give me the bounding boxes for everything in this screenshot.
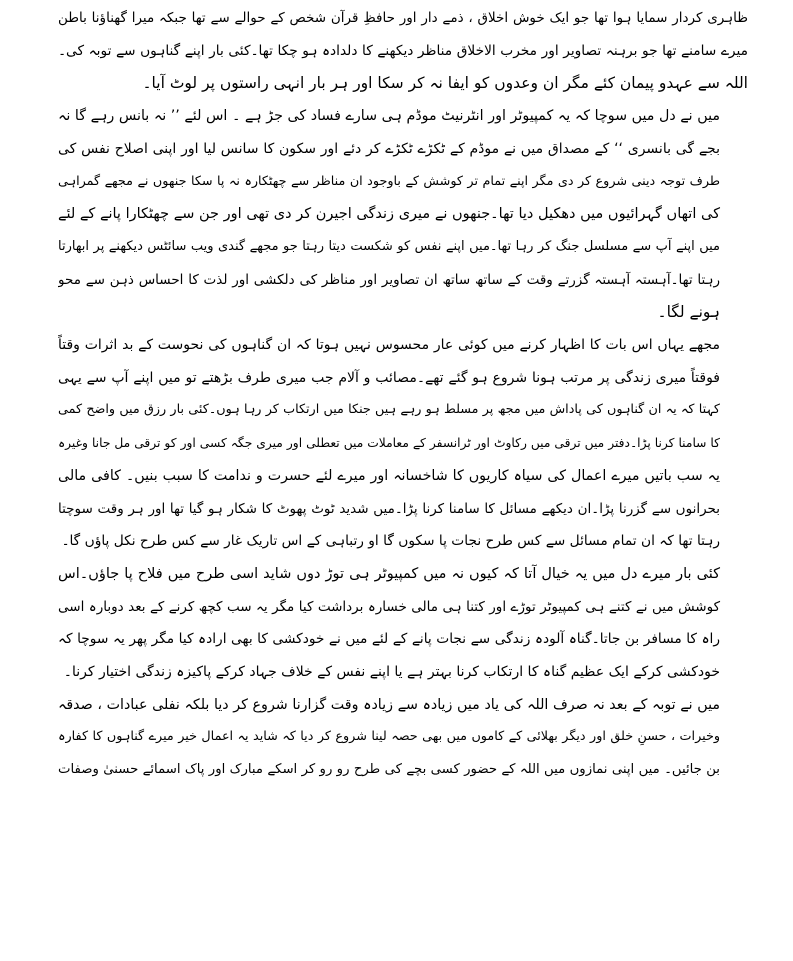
- text-line: میں اپنے آپ سے مسلسل جنگ کر رہا تھا۔میں اپنے نفس کو شکست دیتا رہتا جو مجھے گندی ویب سائٹس دیکھنے پر ابھارتا: [58, 238, 720, 254]
- text-line: کہتا کہ یہ ان گناہوں کی پاداش میں مجھ پر مسلط ہو رہے ہیں جنکا میں ارتکاب کر رہا ہوں۔کئی بار رزق میں واضح کمی: [58, 402, 720, 418]
- text-line: بن جائیں۔ میں اپنی نمازوں میں اللہ کے حضور کسی بچے کی طرح رو رو کر اسکے مبارک اور پاک اسمائے حسنیٰ وصفات: [58, 762, 720, 778]
- text-line: مجھے یہاں اس بات کا اظہار کرنے میں کوئی عار محسوس نہیں ہوتا کہ ان گناہوں کی نحوست کے بد اثرات وقتاً: [58, 337, 720, 354]
- paragraph-2: [58, 100, 748, 329]
- paragraph-5: [58, 689, 748, 787]
- paragraph-3: [58, 329, 748, 558]
- text-line: اللہ سے عہدو پیمان کئے مگر ان وعدوں کو ایفا نہ کر سکا اور ہر بار انہی راستوں پر لوٹ آیا۔: [142, 74, 748, 93]
- text-line: میں نے توبہ کے بعد نہ صرف اللہ کی یاد میں زیادہ سے زیادہ وقت گزارنا شروع کر دیا بلکہ نفلی عبادات ، صدقہ: [58, 696, 720, 713]
- text-line: کوشش میں نے کتنے ہی کمپیوٹر توڑے اور کتنا ہی مالی خسارہ برداشت کیا مگر یہ سب کچھ کرنے کے بعد دوبارہ اسی: [58, 598, 720, 615]
- text-line: ہونے لگا۔: [657, 303, 720, 322]
- text-line: یہ سب باتیں میرے اعمال کی سیاہ کاریوں کا شاخسانہ اور میرے لئے حسرت و ندامت کا سبب بنیں۔ کافی مالی: [58, 467, 720, 484]
- text-line: فوقتاً میری زندگی پر مرتب ہونا شروع ہو گئے تھے۔مصائب و آلام جب میری طرف بڑھتے تو میں اپنے آپ سے یہی: [58, 369, 720, 386]
- text-line: بحرانوں سے گزرنا پڑا۔ان دیکھے مسائل کا سامنا کرنا پڑا۔میں شدید ٹوٹ پھوٹ کا شکار ہو گیا تھا اور ہر وقت سوچتا: [58, 500, 720, 517]
- text-line: طرف توجہ دینی شروع کر دی مگر اپنے تمام تر کوشش کے باوجود ان مناظر سے چھٹکارہ نہ پا سکا جنھوں نے مجھے گمراہی: [58, 173, 720, 189]
- paragraph-4: [58, 558, 748, 689]
- text-line: خودکشی کرکے ایک عظیم گناہ کا ارتکاب کرنا بہتر ہے یا اپنے نفس کے خلاف جہاد کرکے پاکیزہ زندگی اختیار کرنا۔: [63, 664, 720, 681]
- text-line: راہ کا مسافر بن جاتا۔گناہ آلودہ زندگی سے نجات پانے کے لئے میں نے خودکشی کا بھی ارادہ کیا مگر پھر یہ سوچا کہ: [58, 631, 720, 648]
- text-line: ظاہری کردار سمایا ہوا تھا جو ایک خوش اخلاق ، ذمے دار اور حافظِ قرآن شخص کے حوالے سے تھا جبکہ میرا گھناؤنا باطن: [58, 10, 748, 26]
- text-line: کئی بار میرے دل میں یہ خیال آتا کہ کیوں نہ میں کمپیوٹر ہی توڑ دوں شاید اسی طرح میں فلاح پا جاؤں۔اس: [58, 565, 720, 582]
- text-line: میں نے دل میں سوچا کہ یہ کمپیوٹر اور انٹرنیٹ موڈم ہی سارے فساد کی جڑ ہے ۔ اس لئے ’’ نہ بانس رہے گا نہ: [58, 108, 720, 125]
- text-line: رہتا تھا۔آہستہ آہستہ گزرتے وقت کے ساتھ ساتھ ان تصاویر اور مناظر کی دلکشی اور لذت کا احساس ذہن سے محو: [58, 271, 720, 288]
- paragraph-1: [58, 2, 748, 100]
- text-line: بجے گی بانسری ‘‘ کے مصداق میں نے موڈم کے ٹکڑے ٹکڑے کر دئے اور سکون کا سانس لیا اور اپنی اصلاح نفس کی: [58, 140, 720, 157]
- urdu-text-page: [58, 2, 748, 957]
- text-line: کا سامنا کرنا پڑا۔دفتر میں ترقی میں رکاوٹ اور ٹرانسفر کے معاملات میں تعطلی اور میری جگہ کسی اور کو ترقی مل جانا وغیرہ: [58, 436, 720, 451]
- text-line: کی اتھاں گہرائیوں میں دھکیل دیا تھا۔جنھوں نے میری زندگی اجیرن کر دی تھی اور جن سے چھٹکارا پانے کے لئے: [58, 206, 720, 223]
- text-line: رہتا تھا کہ ان تمام مسائل سے کس طرح نجات پا سکوں گا او رتباہی کے اس تاریک غار سے کس طرح نکل پاؤں گا۔: [61, 533, 720, 550]
- text-line: میرے سامنے تھا جو برہنہ تصاویر اور مخرب الاخلاق مناظر دیکھنے کا دلدادہ ہو چکا تھا۔کئی بار اپنے گناہوں سے توبہ کی۔: [58, 42, 748, 59]
- text-line: وخیرات ، حسنِ خلق اور دیگر بھلائی کے کاموں میں بھی حصہ لینا شروع کر دیا کہ شاید یہ اعمال خیر میرے گناہوں کا کفارہ: [58, 729, 720, 745]
